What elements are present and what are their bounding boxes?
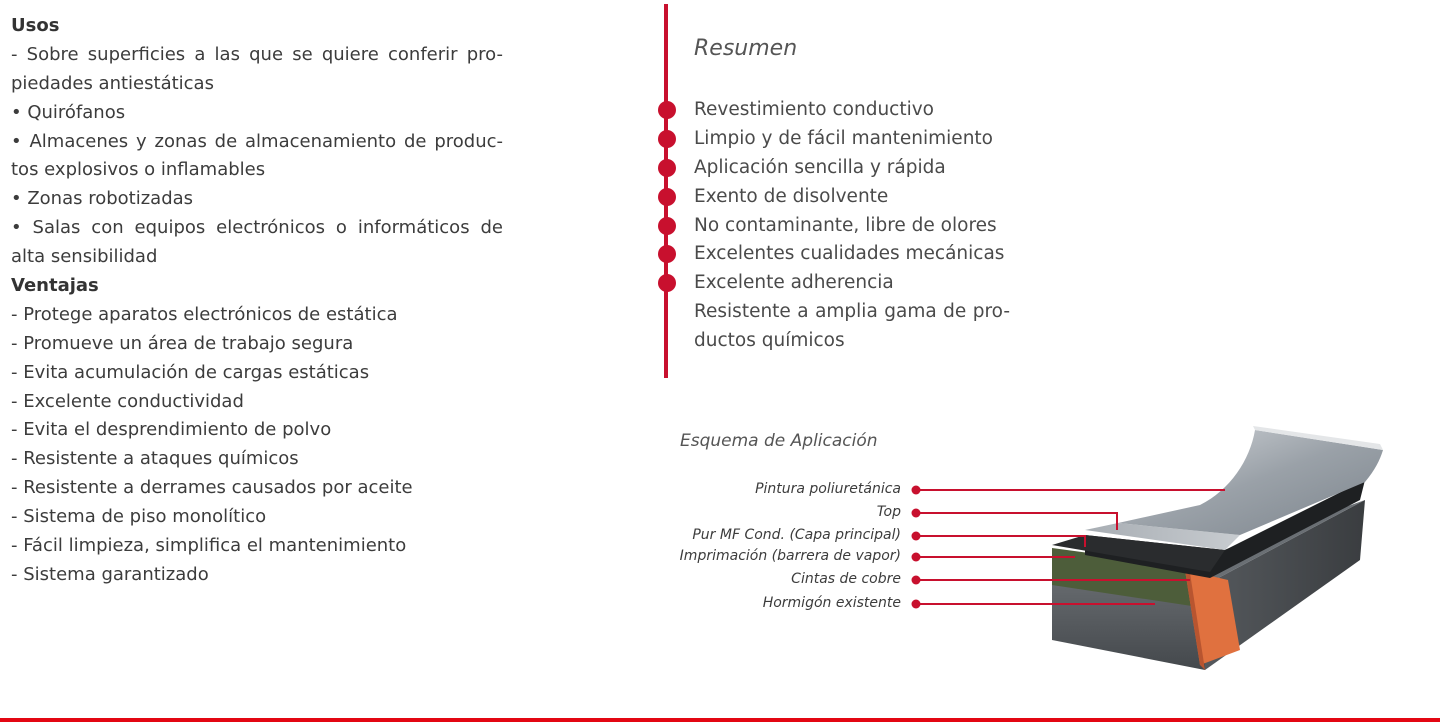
layer-label-primer: Imprimación (barrera de vapor) [679,548,901,564]
leader-dot-icon [912,486,921,495]
usos-line: • Salas con equipos electrónicos o informáticos de [11,217,503,239]
leader-dot-icon [912,600,921,609]
summary-item: No contaminante, libre de olores [694,212,1014,241]
ventajas-item: - Excelente conductividad [11,390,244,412]
layer-label-polyurethane: Pintura poliuretánica [755,481,901,497]
ventajas-item: - Evita acumulación de cargas estáticas [11,361,370,383]
diagram-title: Esquema de Aplicación [680,431,878,451]
layer-label-copper: Cintas de cobre [791,571,901,587]
usos-line: • Quirófanos [11,101,126,123]
layer-label-concrete: Hormigón existente [762,595,901,611]
summary-item: Aplicación sencilla y rápida [694,154,1014,183]
resumen-title: Resumen [694,36,798,61]
summary-item-continuation: ductos químicos [694,330,845,352]
summary-item: Excelentes cualidades mecánicas [694,240,1014,269]
ventajas-item: - Resistente a ataques químicos [11,448,299,470]
summary-item: Exento de disolvente [694,183,1014,212]
ventajas-item: - Evita el desprendimiento de polvo [11,419,332,441]
bottom-rule [0,718,1440,722]
usos-line: - Sobre superficies a las que se quiere conferir pro- [11,43,503,65]
leader-dot-icon [912,532,921,541]
ventajas-item: - Resistente a derrames causados por aceite [11,477,413,499]
ventajas-item: - Fácil limpieza, simplifica el mantenimiento [11,535,407,557]
layer-label-main-coat: Pur MF Cond. (Capa principal) [692,527,901,543]
usos-line: tos explosivos o inflamables [11,159,266,181]
summary-item: Revestimiento conductivo [694,96,1014,125]
summary-item: Resistente a amplia gama de pro- [694,298,1010,327]
ventajas-item: - Sistema de piso monolítico [11,506,267,528]
usos-line: • Almacenes y zonas de almacenamiento de produc- [11,130,503,152]
leader-dot-icon [912,576,921,585]
usos-line: alta sensibilidad [11,246,158,268]
ventajas-heading: Ventajas [11,275,99,297]
leader-dot-icon [912,509,921,518]
usos-line: piedades antiestáticas [11,72,214,94]
summary-item: Limpio y de fácil mantenimiento [694,125,1014,154]
ventajas-item: - Promueve un área de trabajo segura [11,332,354,354]
summary-item: Excelente adherencia [694,269,1014,298]
usos-line: • Zonas robotizadas [11,188,194,210]
layer-label-top: Top [876,504,901,520]
ventajas-item: - Protege aparatos electrónicos de estática [11,303,398,325]
leader-dot-icon [912,553,921,562]
ventajas-item: - Sistema garantizado [11,563,209,585]
leader-dots [912,486,921,609]
usos-heading: Usos [11,15,60,36]
